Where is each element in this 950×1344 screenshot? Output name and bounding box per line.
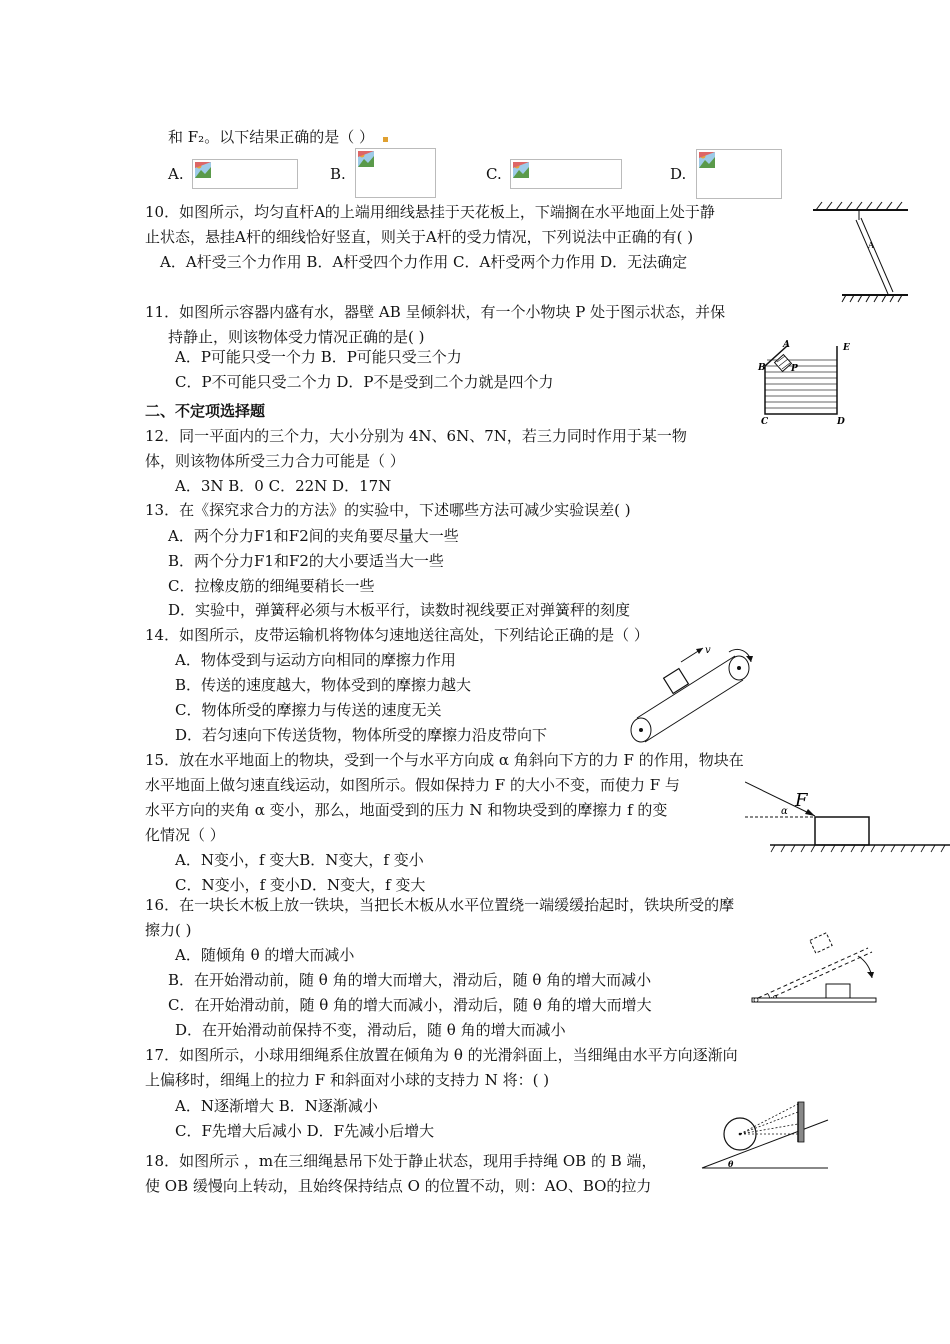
text-line: 使 OB 缓慢向上转动，且始终保持结点 O 的位置不动，则：AO、BO的拉力: [145, 1177, 652, 1195]
text-line: B．两个分力F1和F2的大小要适当大一些: [168, 552, 444, 570]
text-line: C．物体所受的摩擦力与传送的速度无关: [175, 701, 442, 719]
text-line: 10．如图所示，均匀直杆A的上端用细线悬挂于天花板上，下端搁在水平地面上处于静: [145, 203, 715, 221]
text-line: A．N逐渐增大 B．N逐渐减小: [175, 1097, 378, 1115]
text-line: A．N变小，f 变大B．N变大，f 变小: [175, 851, 424, 869]
text-line: A．物体受到与运动方向相同的摩擦力作用: [175, 651, 456, 669]
image-placeholder-icon: [513, 162, 529, 178]
text-line: 16．在一块长木板上放一铁块，当把长木板从水平位置绕一端缓缓抬起时，铁块所受的摩: [145, 896, 735, 914]
text-line: C．在开始滑动前，随 θ 角的增大而减小，滑动后，随 θ 角的增大而增大: [168, 996, 652, 1014]
text-line: C．P不可能只受二个力 D．P不是受到二个力就是四个力: [175, 373, 554, 391]
figure-block-force: [745, 780, 950, 858]
image-placeholder-icon: [699, 152, 715, 168]
corner-label-a: A: [783, 340, 790, 350]
incline-angle-label: θ: [728, 1159, 734, 1169]
text-line: A．两个分力F1和F2间的夹角要尽量大一些: [168, 527, 459, 545]
text-line: B．传送的速度越大，物体受到的摩擦力越大: [175, 676, 472, 694]
text-line: A．P可能只受一个力 B．P可能只受三个力: [175, 348, 462, 366]
rod-label: A: [868, 241, 874, 250]
option-label: D.: [670, 165, 687, 183]
section-heading: 二、不定项选择题: [145, 402, 266, 420]
text-line: 和 F₂。以下结果正确的是（ ）: [168, 128, 374, 146]
figure-ball-incline: [700, 1098, 832, 1172]
option-label: C.: [486, 165, 502, 183]
velocity-label: v: [705, 645, 711, 656]
text-line: 止状态，悬挂A杆的细线恰好竖直，则关于A杆的受力情况，下列说法中正确的有( ): [145, 228, 694, 246]
option-image-box: [355, 148, 436, 198]
text-line: 持静止，则该物体受力情况正确的是( ): [168, 328, 425, 346]
force-label: F: [795, 790, 808, 811]
text-line: 11．如图所示容器内盛有水，器壁 AB 呈倾斜状，有一个小物块 P 处于图示状态，并保: [145, 303, 726, 321]
text-line: A．A杆受三个力作用 B．A杆受四个力作用 C．A杆受两个力作用 D．无法确定: [160, 253, 688, 271]
image-placeholder-icon: [358, 151, 374, 167]
text-line: D．实验中，弹簧秤必须与木板平行，读数时视线要正对弹簧秤的刻度: [168, 601, 631, 619]
option-image-box: [510, 159, 622, 189]
text-line: D．若匀速向下传送货物，物体所受的摩擦力沿皮带向下: [175, 726, 548, 744]
text-line: 上偏移时，细绳上的拉力 F 和斜面对小球的支持力 N 将：( ): [145, 1071, 550, 1089]
corner-label-d: D: [837, 417, 845, 427]
text-line: 水平地面上做匀速直线运动，如图所示。假如保持力 F 的大小不变，而使力 F 与: [145, 776, 680, 794]
option-image-box: [192, 159, 298, 189]
corner-label-e: E: [843, 343, 850, 353]
option-label: B.: [330, 165, 346, 183]
text-line: 15．放在水平地面上的物块，受到一个与水平方向成 α 角斜向下方的力 F 的作用，物块在: [145, 751, 744, 769]
figure-water-container: [755, 338, 855, 428]
text-line: 18．如图所示 ，m在三细绳悬吊下处于静止状态，现用手持绳 OB 的 B 端，: [145, 1152, 657, 1170]
text-line: D．在开始滑动前保持不变，滑动后，随 θ 角的增大而减小: [175, 1021, 566, 1039]
text-line: B．在开始滑动前，随 θ 角的增大而增大，滑动后，随 θ 角的增大而减小: [168, 971, 652, 989]
corner-label-b: B: [758, 363, 766, 373]
text-line: 水平方向的夹角 α 变小，那么，地面受到的压力 N 和物块受到的摩擦力 f 的变: [145, 801, 668, 819]
text-line: 17．如图所示，小球用细绳系住放置在倾角为 θ 的光滑斜面上，当细绳由水平方向逐渐向: [145, 1046, 738, 1064]
text-line: 化情况（ ）: [145, 826, 225, 844]
text-line: A．3N B．0 C．22N D．17N: [175, 477, 392, 495]
text-line: 体，则该物体所受三力合力可能是（ ）: [145, 452, 405, 470]
stray-mark: [383, 137, 389, 143]
text-line: 13．在《探究求合力的方法》的实验中，下述哪些方法可减少实验误差( ): [145, 501, 631, 519]
figure-conveyor-belt: [625, 640, 765, 748]
option-label: A.: [168, 165, 184, 183]
text-line: C．N变小，f 变小D．N变大，f 变大: [175, 876, 426, 894]
image-placeholder-icon: [195, 162, 211, 178]
angle-label: α: [781, 806, 788, 817]
text-line: A．随倾角 θ 的增大而减小: [175, 946, 355, 964]
option-image-box: [696, 149, 782, 199]
text-line: 12．同一平面内的三个力，大小分别为 4N、6N、7N，若三力同时作用于某一物: [145, 427, 687, 445]
block-label-p: P: [791, 364, 798, 374]
figure-rod-hanging: [808, 198, 913, 304]
text-line: C．拉橡皮筋的细绳要稍长一些: [168, 577, 375, 595]
text-line: 擦力( ): [145, 921, 192, 939]
corner-label-c: C: [761, 417, 769, 427]
text-line: C．F先增大后减小 D．F先减小后增大: [175, 1122, 435, 1140]
text-line: 14．如图所示，皮带运输机将物体匀速地送往高处，下列结论正确的是（ ）: [145, 626, 649, 644]
figure-tilting-board: [748, 928, 878, 1006]
